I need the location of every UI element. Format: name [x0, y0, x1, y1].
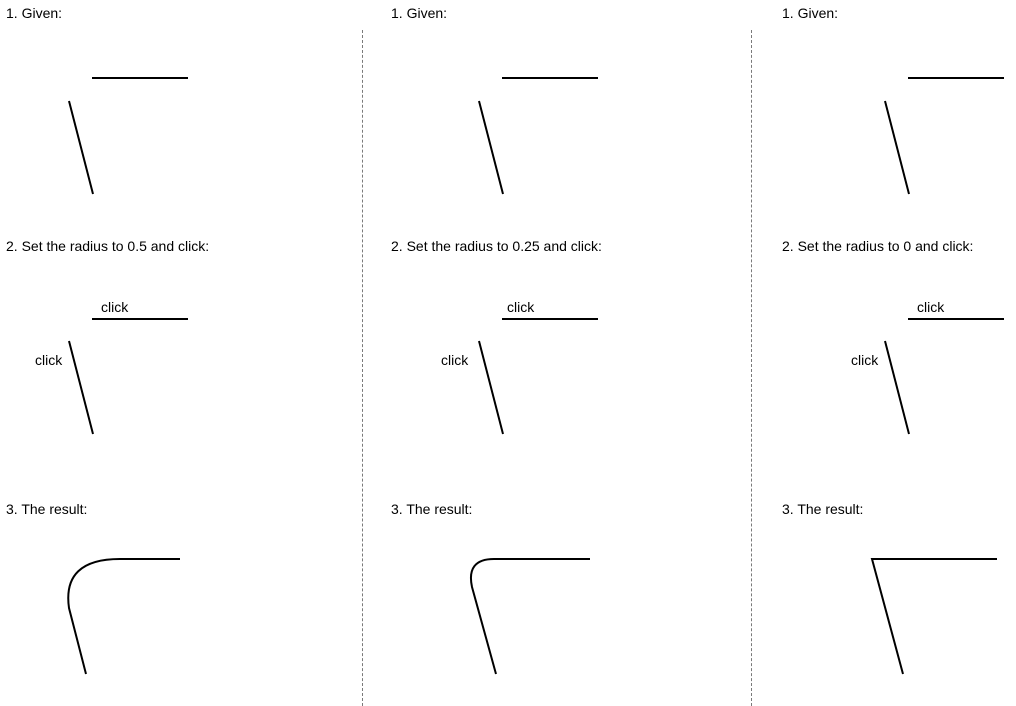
given-lines — [69, 78, 188, 194]
step3-label: 3. The result: — [6, 501, 88, 517]
slanted-line — [479, 101, 503, 194]
fillet-result-small-radius — [471, 559, 590, 674]
fillet-result-large-radius — [68, 559, 180, 674]
fillet-result-zero-radius — [872, 559, 997, 674]
selected-lines — [479, 319, 598, 434]
step2-label: 2. Set the radius to 0.5 and click: — [6, 238, 210, 254]
selected-lines — [69, 319, 188, 434]
slanted-line — [479, 341, 503, 434]
step3-label: 3. The result: — [391, 501, 473, 517]
slanted-line — [69, 341, 93, 434]
given-lines — [479, 78, 598, 194]
slanted-line — [885, 101, 909, 194]
click-label-left: click — [35, 352, 63, 368]
step2-label: 2. Set the radius to 0 and click: — [782, 238, 974, 254]
click-label-left: click — [441, 352, 469, 368]
click-label-top: click — [507, 299, 535, 315]
step3-label: 3. The result: — [782, 501, 864, 517]
slanted-line — [69, 101, 93, 194]
click-label-top: click — [917, 299, 945, 315]
click-label-left: click — [851, 352, 879, 368]
step1-label: 1. Given: — [6, 5, 63, 21]
click-label-top: click — [101, 299, 129, 315]
step1-label: 1. Given: — [782, 5, 839, 21]
step1-label: 1. Given: — [391, 5, 448, 21]
given-lines — [885, 78, 1004, 194]
slanted-line — [885, 341, 909, 434]
selected-lines — [885, 319, 1004, 434]
step2-label: 2. Set the radius to 0.25 and click: — [391, 238, 602, 254]
